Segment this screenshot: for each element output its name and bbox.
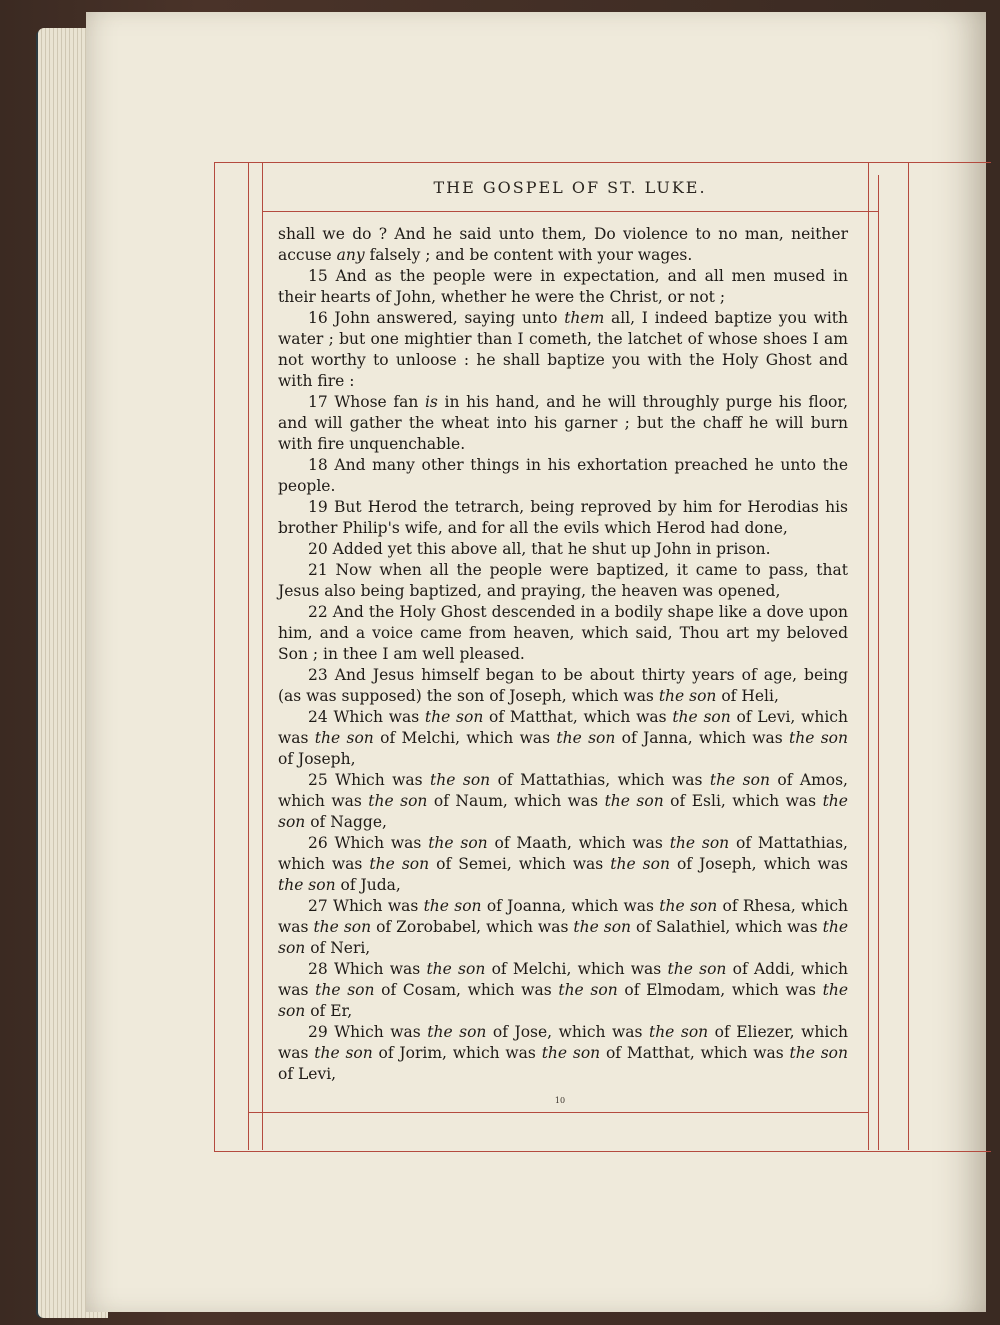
italic-text: the son xyxy=(604,792,664,810)
verse-text: of Rhesa, which was xyxy=(278,897,848,936)
inner-left-rule xyxy=(248,163,249,1150)
verse-text: of Maath, which was xyxy=(487,834,670,852)
text-left-rule xyxy=(262,163,263,1150)
verse-text: of Jorim, which was xyxy=(372,1044,542,1062)
verse-text: 23 And Jesus himself began to be about thirty years of age, being (as was supposed) the son of Joseph, which was xyxy=(278,666,848,705)
verse-paragraph xyxy=(278,539,848,560)
body-text xyxy=(278,224,848,1085)
italic-text: the son xyxy=(314,1044,373,1062)
verse-paragraph xyxy=(278,224,848,266)
verse-text: of Addi, which was xyxy=(278,960,848,999)
verse-text: of Janna, which was xyxy=(615,729,789,747)
verse-paragraph xyxy=(278,1022,848,1085)
running-head: THE GOSPEL OF ST. LUKE. xyxy=(433,178,707,197)
outer-right-rule xyxy=(908,163,909,1150)
verse-text: 21 Now when all the people were baptized, it came to pass, that Jesus also being baptized, and praying, the heaven was opened, xyxy=(278,561,848,600)
verse-text: of Nagge, xyxy=(305,813,387,831)
verse-text: 26 Which was xyxy=(308,834,429,852)
italic-text: the son xyxy=(789,1044,848,1062)
verse-text: of Mattathias, which was xyxy=(490,771,710,789)
verse-text: of Heli, xyxy=(716,687,779,705)
verse-text: of Eliezer, which was xyxy=(278,1023,848,1062)
verse-paragraph xyxy=(278,707,848,770)
verse-text: of Elmodam, which was xyxy=(617,981,823,999)
verse-text: falsely ; and be content with your wages. xyxy=(364,246,693,264)
italic-text: the son xyxy=(669,834,730,852)
verse-paragraph xyxy=(278,392,848,455)
verse-paragraph xyxy=(278,266,848,308)
italic-text: the son xyxy=(278,981,848,1020)
verse-paragraph xyxy=(278,665,848,707)
italic-text: the son xyxy=(709,771,770,789)
verse-text: 19 But Herod the tetrarch, being reproved by him for Herodias his brother Philip's wife, and for all the evils which Herod had done, xyxy=(278,498,848,537)
verse-paragraph xyxy=(278,560,848,602)
verse-text: of Melchi, which was xyxy=(485,960,668,978)
italic-text: is xyxy=(424,393,438,411)
verse-text: of Joseph, which was xyxy=(669,855,848,873)
page-number: 10 xyxy=(554,1096,566,1105)
verse-text: 24 Which was xyxy=(308,708,425,726)
verse-text: shall we do ? And he said unto them, Do violence to no man, neither accuse xyxy=(278,225,848,264)
italic-text: the son xyxy=(541,1044,601,1062)
verse-text: of Matthat, which was xyxy=(483,708,673,726)
verse-text: of Esli, which was xyxy=(663,792,823,810)
italic-text: the son xyxy=(278,918,848,957)
verse-text: of Matthat, which was xyxy=(600,1044,790,1062)
verse-text: 29 Which was xyxy=(308,1023,428,1041)
verse-paragraph xyxy=(278,770,848,833)
verse-text: of Joseph, xyxy=(278,750,356,768)
verse-text: 27 Which was xyxy=(308,897,424,915)
verse-text: of Levi, xyxy=(278,1065,337,1083)
verse-text: in his hand, and he will throughly purge his floor, and will gather the wheat into his garner ; but the chaff he will burn with fire unquenchable. xyxy=(278,393,848,453)
verse-paragraph xyxy=(278,959,848,1022)
italic-text: the son xyxy=(610,855,670,873)
verse-text: of Cosam, which was xyxy=(374,981,559,999)
verse-text: of Zorobabel, which was xyxy=(371,918,574,936)
text-right-rule xyxy=(878,175,879,1150)
italic-text: the son xyxy=(315,981,375,999)
italic-text: the son xyxy=(428,834,488,852)
italic-text: the son xyxy=(430,771,491,789)
verse-text: of Naum, which was xyxy=(427,792,605,810)
italic-text: the son xyxy=(558,981,618,999)
italic-text: the son xyxy=(278,876,336,894)
verse-paragraph xyxy=(278,833,848,896)
verse-text: of Semei, which was xyxy=(429,855,611,873)
italic-text: any xyxy=(336,246,365,264)
verse-paragraph xyxy=(278,896,848,959)
verse-text: 25 Which was xyxy=(308,771,431,789)
verse-text: of Juda, xyxy=(335,876,401,894)
verse-text: of Mattathias, which was xyxy=(278,834,848,873)
verse-text: 15 And as the people were in expectation, and all men mused in their hearts of John, whether he were the Christ, or not ; xyxy=(278,267,848,306)
verse-text: 17 Whose fan xyxy=(308,393,425,411)
italic-text: the son xyxy=(556,729,616,747)
italic-text: the son xyxy=(667,960,727,978)
verse-text: of Joanna, which was xyxy=(481,897,660,915)
verse-text: of Er, xyxy=(305,1002,353,1020)
verse-paragraph xyxy=(278,602,848,665)
footer-rule xyxy=(248,1112,868,1113)
verse-text: 20 Added yet this above all, that he shut up John in prison. xyxy=(308,540,771,558)
italic-text: the son xyxy=(648,1023,709,1041)
verse-text: of Salathiel, which was xyxy=(631,918,823,936)
verse-text: 16 John answered, saying unto xyxy=(308,309,565,327)
verse-paragraph xyxy=(278,308,848,392)
verse-text: all, I indeed baptize you with water ; but one mightier than I cometh, the latchet of whose shoes I am not worthy to unloose : he shall baptize you with the Holy Ghost and with fire : xyxy=(278,309,849,390)
italic-text: the son xyxy=(672,708,731,726)
italic-text: the son xyxy=(369,855,430,873)
italic-text: the son xyxy=(278,792,848,831)
italic-text: the son xyxy=(368,792,428,810)
verse-text: 18 And many other things in his exhortation preached he unto the people. xyxy=(278,456,848,495)
header-rule xyxy=(262,211,878,212)
italic-text: the son xyxy=(427,1023,487,1041)
italic-text: them xyxy=(564,309,605,327)
italic-text: the son xyxy=(423,897,482,915)
italic-text: the son xyxy=(658,687,717,705)
verse-text: of Amos, which was xyxy=(278,771,848,810)
italic-text: the son xyxy=(424,708,484,726)
verse-text: 22 And the Holy Ghost descended in a bodily shape like a dove upon him, and a voice came from heaven, which said, Thou art my beloved Son ; in thee I am well pleased. xyxy=(278,603,848,663)
italic-text: the son xyxy=(426,960,486,978)
italic-text: the son xyxy=(313,918,372,936)
italic-text: the son xyxy=(789,729,848,747)
verse-text: of Levi, which was xyxy=(278,708,848,747)
verse-text: of Jose, which was xyxy=(486,1023,649,1041)
verse-paragraph xyxy=(278,497,848,539)
verse-text: of Melchi, which was xyxy=(373,729,557,747)
italic-text: the son xyxy=(659,897,718,915)
verse-paragraph xyxy=(278,455,848,497)
verse-text: of Neri, xyxy=(305,939,371,957)
italic-text: the son xyxy=(314,729,374,747)
italic-text: the son xyxy=(573,918,632,936)
inner-right-rule xyxy=(868,163,869,1150)
verse-text: 28 Which was xyxy=(308,960,427,978)
